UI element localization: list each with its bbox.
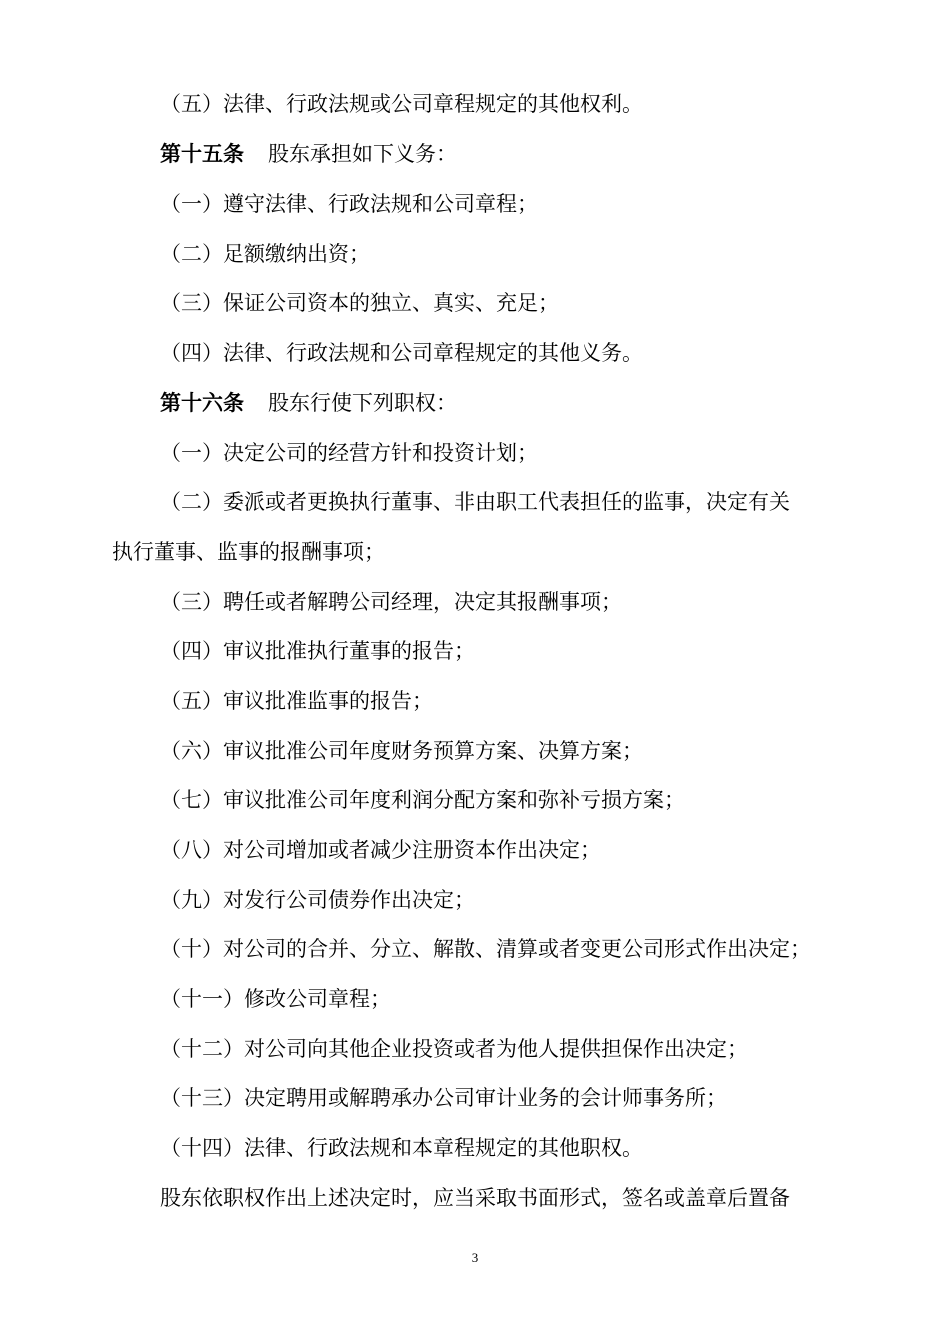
clause-text: （十三）决定聘用或解聘承办公司审计业务的会计师事务所； [160,1086,727,1110]
clause-text: （二）委派或者更换执行董事、非由职工代表担任的监事，决定有关 [160,490,790,514]
clause-text: （五）审议批准监事的报告； [160,689,433,713]
clause-text: （十一）修改公司章程； [160,987,391,1011]
clause-text: （十四）法律、行政法规和本章程规定的其他职权。 [160,1136,643,1160]
clause-text: （四）审议批准执行董事的报告； [160,639,475,663]
clause-text: （一）决定公司的经营方针和投资计划； [160,441,538,465]
clause-line [160,283,559,323]
article-text: 股东承担如下义务： [268,142,457,166]
clause-text: （五）法律、行政法规或公司章程规定的其他权利。 [160,92,643,116]
clause-line [160,184,538,224]
clause-line-continuation [112,532,385,572]
clause-line [160,830,601,870]
clause-line [160,1128,643,1168]
clause-line [160,1029,748,1069]
clause-text: （八）对公司增加或者减少注册资本作出决定； [160,838,601,862]
clause-text: （三）聘任或者解聘公司经理，决定其报酬事项； [160,590,622,614]
clause-line [160,929,811,969]
article-text: 股东行使下列职权： [268,391,457,415]
page-number: 3 [471,1250,479,1265]
article-heading [160,383,457,423]
paragraph-line [160,1178,790,1218]
clause-line [160,1078,727,1118]
clause-line [160,979,391,1019]
clause-text: （十）对公司的合并、分立、解散、清算或者变更公司形式作出决定； [160,937,811,961]
clause-text: （四）法律、行政法规和公司章程规定的其他义务。 [160,341,643,365]
clause-text: （二）足额缴纳出资； [160,242,370,266]
clause-text: （七）审议批准公司年度利润分配方案和弥补亏损方案； [160,788,685,812]
article-heading [160,134,457,174]
clause-line [160,880,475,920]
clause-line [160,333,643,373]
clause-line [160,731,643,771]
clause-text: （三）保证公司资本的独立、真实、充足； [160,291,559,315]
paragraph-text: 股东依职权作出上述决定时，应当采取书面形式，签名或盖章后置备 [160,1186,790,1210]
clause-line [160,84,643,124]
article-number: 第十五条 [160,142,244,166]
clause-line [160,631,475,671]
clause-line [160,433,538,473]
clause-line [160,482,790,522]
clause-text: （十二）对公司向其他企业投资或者为他人提供担保作出决定； [160,1037,748,1061]
clause-text: （一）遵守法律、行政法规和公司章程； [160,192,538,216]
clause-line [160,582,622,622]
clause-line [160,234,370,274]
clause-text: 执行董事、监事的报酬事项； [112,540,385,564]
clause-text: （九）对发行公司债券作出决定； [160,888,475,912]
clause-line [160,681,433,721]
clause-line [160,780,685,820]
clause-text: （六）审议批准公司年度财务预算方案、决算方案； [160,739,643,763]
article-number: 第十六条 [160,391,244,415]
